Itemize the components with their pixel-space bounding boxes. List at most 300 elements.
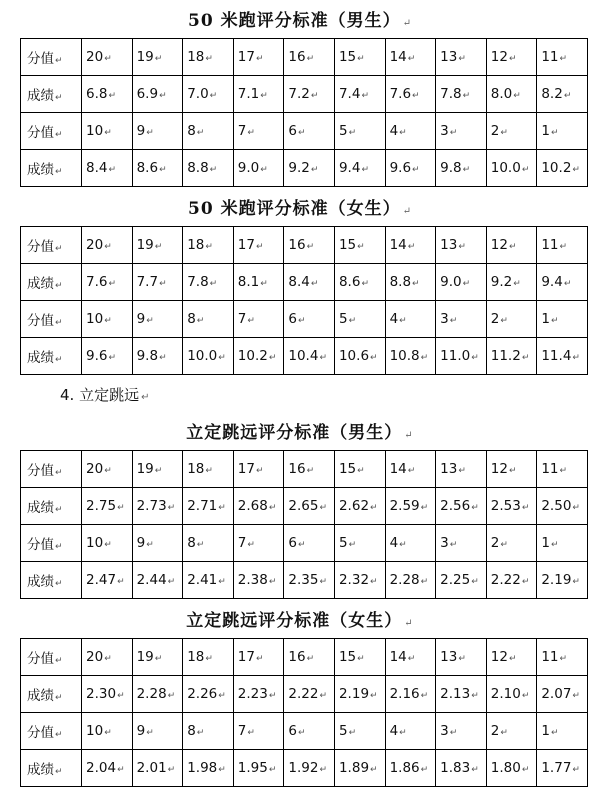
cell-mark-icon: ↵ [399,540,407,550]
cell-mark-icon: ↵ [550,728,559,738]
table-cell [233,76,284,113]
cell-mark-icon: ↵ [297,316,306,326]
cell-mark-icon: ↵ [218,503,226,513]
cell-value: 2.10 [490,686,521,702]
table-cell [284,676,335,713]
cell-mark-icon: ↵ [471,503,479,513]
table-cell [132,451,183,488]
cell-mark-icon: ↵ [462,165,471,175]
cell-mark-icon: ↵ [572,577,580,587]
cell-mark-icon: ↵ [108,353,117,363]
table-cell [284,639,335,676]
cell-value: 2.47 [86,572,117,588]
row-label-cell [21,713,82,750]
table-cell [436,76,487,113]
table-cell [334,76,385,113]
table-cell [132,76,183,113]
cell-mark-icon: ↵ [55,693,63,703]
table-cell [334,39,385,76]
table-cell [385,639,436,676]
table-cell [132,562,183,599]
table-cell [132,301,183,338]
cell-value: 4 [389,123,399,139]
table-cell [486,676,537,713]
cell-mark-icon: ↵ [559,654,568,664]
cell-mark-icon: ↵ [471,691,479,701]
table-cell [82,676,133,713]
cell-mark-icon: ↵ [159,91,167,101]
table-cell [436,750,487,787]
cell-mark-icon: ↵ [268,765,277,775]
cell-mark-icon: ↵ [559,54,568,64]
table-cell [436,113,487,150]
table-cell [486,713,537,750]
cell-mark-icon: ↵ [420,765,429,775]
cell-mark-icon: ↵ [348,728,357,738]
table-cell [183,562,234,599]
cell-mark-icon: ↵ [117,577,125,587]
table-cell [82,76,133,113]
title-text: 50 米跑评分标准（女生） [188,199,401,219]
cell-mark-icon: ↵ [247,728,255,738]
table-cell [183,264,234,301]
cell-value: 11.0 [440,348,471,364]
table-cell [233,488,284,525]
table-row [21,264,588,301]
table-cell [284,264,335,301]
cell-value: 9.8 [440,160,462,176]
cell-value: 2.13 [440,686,471,702]
cell-mark-icon: ↵ [297,728,306,738]
row-label: 分值 [27,463,54,479]
cell-value: 18 [187,237,205,253]
cell-mark-icon: ↵ [357,654,365,664]
row-label: 成绩 [27,762,54,778]
row-label-cell [21,338,82,375]
cell-value: 2.22 [490,572,521,588]
table-cell [82,488,133,525]
cell-mark-icon: ↵ [319,577,327,587]
table-cell [132,338,183,375]
table-row [21,451,588,488]
cell-value: 7.8 [440,86,462,102]
cell-value: 5 [338,723,348,739]
cell-value: 3 [440,723,449,739]
table-cell [82,525,133,562]
table-cell [284,150,335,187]
cell-mark-icon: ↵ [563,279,572,289]
table-cell [486,264,537,301]
cell-mark-icon: ↵ [370,691,378,701]
table-cell [183,227,234,264]
cell-value: 15 [338,649,357,665]
row-label: 成绩 [27,276,54,292]
cell-value: 14 [389,237,407,253]
table-cell [486,525,537,562]
cell-mark-icon: ↵ [521,691,530,701]
table-cell [82,338,133,375]
section-heading-standing-jump [60,384,149,405]
cell-mark-icon: ↵ [310,165,319,175]
cell-value: 10.8 [389,348,420,364]
table-cell [284,227,335,264]
cell-value: 2 [490,723,500,739]
table-cell [486,488,537,525]
cell-value: 11 [541,649,559,665]
table-cell [284,562,335,599]
table-cell [233,562,284,599]
table-cell [385,713,436,750]
cell-mark-icon: ↵ [55,355,63,365]
cell-mark-icon: ↵ [146,728,154,738]
row-label: 分值 [27,125,54,141]
cell-mark-icon: ↵ [55,318,63,328]
table-cell [486,562,537,599]
cell-value: 2.53 [490,498,521,514]
cell-value: 6 [288,123,297,139]
table-cell [436,713,487,750]
table-cell [436,562,487,599]
cell-value: 11 [541,461,559,477]
cell-value: 2.01 [136,760,167,776]
table-cell [334,750,385,787]
cell-value: 9.2 [288,160,310,176]
cell-value: 13 [440,649,458,665]
table-cell [537,113,588,150]
table-cell [334,150,385,187]
cell-value: 6.8 [86,86,108,102]
table-cell [385,301,436,338]
cell-mark-icon: ↵ [55,767,63,777]
cell-mark-icon: ↵ [348,316,357,326]
table-cell [334,451,385,488]
paragraph-mark-icon: ↵ [141,392,150,403]
table-cell [183,39,234,76]
cell-mark-icon: ↵ [218,353,226,363]
cell-mark-icon: ↵ [407,54,416,64]
cell-mark-icon: ↵ [361,91,369,101]
cell-value: 3 [440,535,449,551]
cell-mark-icon: ↵ [521,165,530,175]
cell-mark-icon: ↵ [104,728,112,738]
cell-value: 17 [237,649,255,665]
cell-mark-icon: ↵ [104,540,112,550]
cell-mark-icon: ↵ [117,765,125,775]
cell-mark-icon: ↵ [205,466,213,476]
cell-value: 8 [187,723,196,739]
table-cell [486,150,537,187]
row-label: 分值 [27,537,54,553]
cell-value: 2.68 [237,498,268,514]
cell-value: 9.0 [237,160,260,176]
table-cell [436,488,487,525]
row-label-cell [21,227,82,264]
cell-mark-icon: ↵ [55,130,63,140]
table-cell [334,264,385,301]
cell-mark-icon: ↵ [55,167,63,177]
row-label: 分值 [27,313,54,329]
cell-mark-icon: ↵ [521,577,530,587]
table-cell [385,562,436,599]
cell-mark-icon: ↵ [255,242,264,252]
cell-mark-icon: ↵ [521,503,530,513]
cell-mark-icon: ↵ [55,656,63,666]
cell-value: 7 [237,123,247,139]
table-cell [334,562,385,599]
cell-mark-icon: ↵ [458,54,466,64]
cell-value: 10.0 [490,160,521,176]
cell-mark-icon: ↵ [218,765,226,775]
cell-mark-icon: ↵ [154,54,163,64]
table-cell [183,676,234,713]
cell-mark-icon: ↵ [306,466,315,476]
cell-mark-icon: ↵ [407,242,416,252]
cell-value: 2.56 [440,498,471,514]
cell-mark-icon: ↵ [154,466,163,476]
table-cell [334,338,385,375]
cell-mark-icon: ↵ [500,728,508,738]
table-cell [233,227,284,264]
table-row [21,562,588,599]
cell-mark-icon: ↵ [247,128,255,138]
table-cell [537,301,588,338]
cell-mark-icon: ↵ [407,654,416,664]
cell-value: 10 [86,723,104,739]
table-cell [537,525,588,562]
cell-mark-icon: ↵ [255,54,264,64]
table-cell [537,713,588,750]
cell-value: 8 [187,311,196,327]
row-label-cell [21,150,82,187]
cell-value: 1.83 [440,760,471,776]
cell-value: 8.4 [288,274,310,290]
cell-value: 2.65 [288,498,319,514]
cell-mark-icon: ↵ [449,316,458,326]
row-label: 成绩 [27,500,54,516]
cell-value: 7 [237,723,247,739]
cell-mark-icon: ↵ [399,128,407,138]
cell-mark-icon: ↵ [357,242,365,252]
table-row [21,639,588,676]
cell-value: 2.71 [187,498,218,514]
row-label: 分值 [27,239,54,255]
row-label: 成绩 [27,88,54,104]
cell-mark-icon: ↵ [159,279,167,289]
cell-value: 1 [541,723,550,739]
cell-value: 10.2 [237,348,268,364]
table-cell [385,264,436,301]
cell-value: 5 [338,123,348,139]
cell-value: 4 [389,311,399,327]
title-jump-male [0,418,600,443]
cell-value: 14 [389,49,407,65]
title-jump-female [0,606,600,631]
cell-value: 9 [136,535,146,551]
table-50m-male [20,38,588,187]
cell-value: 7 [237,311,247,327]
table-cell [183,113,234,150]
cell-value: 5 [338,535,348,551]
cell-value: 11.4 [541,348,572,364]
cell-value: 1.89 [338,760,370,776]
cell-mark-icon: ↵ [297,540,306,550]
cell-mark-icon: ↵ [255,466,264,476]
cell-mark-icon: ↵ [559,242,568,252]
cell-mark-icon: ↵ [407,466,416,476]
table-cell [233,39,284,76]
table-cell [183,713,234,750]
cell-mark-icon: ↵ [412,279,420,289]
table-cell [334,301,385,338]
cell-value: 5 [338,311,348,327]
table-cell [233,676,284,713]
title-text: 立定跳远评分标准（男生） [186,423,403,443]
cell-mark-icon: ↵ [500,128,508,138]
cell-value: 8.6 [136,160,159,176]
cell-value: 7.8 [187,274,209,290]
cell-value: 2.30 [86,686,117,702]
row-label: 分值 [27,51,54,67]
cell-value: 1 [541,311,550,327]
cell-value: 16 [288,649,306,665]
cell-mark-icon: ↵ [108,165,117,175]
cell-value: 2.59 [389,498,420,514]
cell-value: 8 [187,123,196,139]
cell-value: 4 [389,723,399,739]
cell-mark-icon: ↵ [370,503,378,513]
cell-value: 20 [86,461,104,477]
cell-value: 9.6 [86,348,108,364]
cell-value: 6 [288,535,297,551]
table-row [21,676,588,713]
table-cell [385,451,436,488]
cell-value: 7.7 [136,274,159,290]
cell-mark-icon: ↵ [521,765,530,775]
row-label-cell [21,750,82,787]
cell-value: 20 [86,237,104,253]
table-jump-female [20,638,588,787]
cell-mark-icon: ↵ [420,691,429,701]
row-label-cell [21,488,82,525]
title-50m-female [0,194,600,219]
cell-mark-icon: ↵ [218,577,226,587]
cell-mark-icon: ↵ [205,54,213,64]
row-label: 成绩 [27,688,54,704]
cell-mark-icon: ↵ [205,654,213,664]
table-cell [284,338,335,375]
table-cell [233,113,284,150]
table-cell [132,488,183,525]
cell-value: 1.86 [389,760,420,776]
cell-mark-icon: ↵ [458,242,466,252]
cell-mark-icon: ↵ [399,316,407,326]
cell-mark-icon: ↵ [209,91,218,101]
cell-mark-icon: ↵ [550,316,559,326]
cell-mark-icon: ↵ [357,466,365,476]
cell-mark-icon: ↵ [146,316,154,326]
cell-mark-icon: ↵ [500,316,508,326]
table-cell [82,227,133,264]
table-cell [537,338,588,375]
table-cell [334,488,385,525]
cell-value: 3 [440,311,449,327]
table-row [21,113,588,150]
table-cell [233,150,284,187]
cell-mark-icon: ↵ [104,54,112,64]
cell-value: 9.4 [338,160,361,176]
table-cell [82,562,133,599]
cell-value: 3 [440,123,449,139]
table-cell [334,713,385,750]
table-cell [284,451,335,488]
cell-mark-icon: ↵ [559,466,568,476]
table-jump-male [20,450,588,599]
cell-value: 8.8 [187,160,209,176]
cell-value: 10.2 [541,160,572,176]
cell-value: 2 [490,123,500,139]
cell-mark-icon: ↵ [306,654,315,664]
cell-value: 12 [490,49,508,65]
table-cell [284,301,335,338]
cell-mark-icon: ↵ [55,56,63,66]
cell-value: 8.8 [389,274,412,290]
table-cell [385,488,436,525]
cell-mark-icon: ↵ [159,353,167,363]
cell-value: 2.44 [136,572,167,588]
cell-mark-icon: ↵ [508,654,517,664]
row-label: 成绩 [27,574,54,590]
table-cell [183,525,234,562]
cell-mark-icon: ↵ [348,540,357,550]
row-label-cell [21,39,82,76]
table-cell [82,750,133,787]
table-row [21,76,588,113]
table-cell [436,301,487,338]
cell-mark-icon: ↵ [420,577,429,587]
table-cell [284,39,335,76]
table-cell [233,451,284,488]
cell-value: 2.25 [440,572,471,588]
table-cell [233,750,284,787]
cell-value: 13 [440,49,458,65]
table-cell [132,227,183,264]
cell-value: 9.6 [389,160,412,176]
cell-mark-icon: ↵ [310,91,319,101]
cell-value: 2.73 [136,498,167,514]
cell-value: 13 [440,461,458,477]
cell-mark-icon: ↵ [104,128,112,138]
cell-value: 19 [136,49,154,65]
cell-value: 15 [338,237,357,253]
cell-value: 2.19 [338,686,370,702]
table-cell [537,488,588,525]
cell-value: 14 [389,649,407,665]
cell-value: 9 [136,723,146,739]
cell-value: 12 [490,649,508,665]
cell-value: 16 [288,237,306,253]
heading-text: 4. 立定跳远 [60,386,140,404]
table-cell [537,39,588,76]
table-cell [486,338,537,375]
cell-value: 8.1 [237,274,260,290]
title-text: 立定跳远评分标准（女生） [186,611,403,631]
cell-mark-icon: ↵ [108,279,117,289]
cell-mark-icon: ↵ [462,91,471,101]
cell-mark-icon: ↵ [205,242,213,252]
cell-value: 2 [490,311,500,327]
cell-mark-icon: ↵ [196,128,205,138]
cell-mark-icon: ↵ [572,503,580,513]
